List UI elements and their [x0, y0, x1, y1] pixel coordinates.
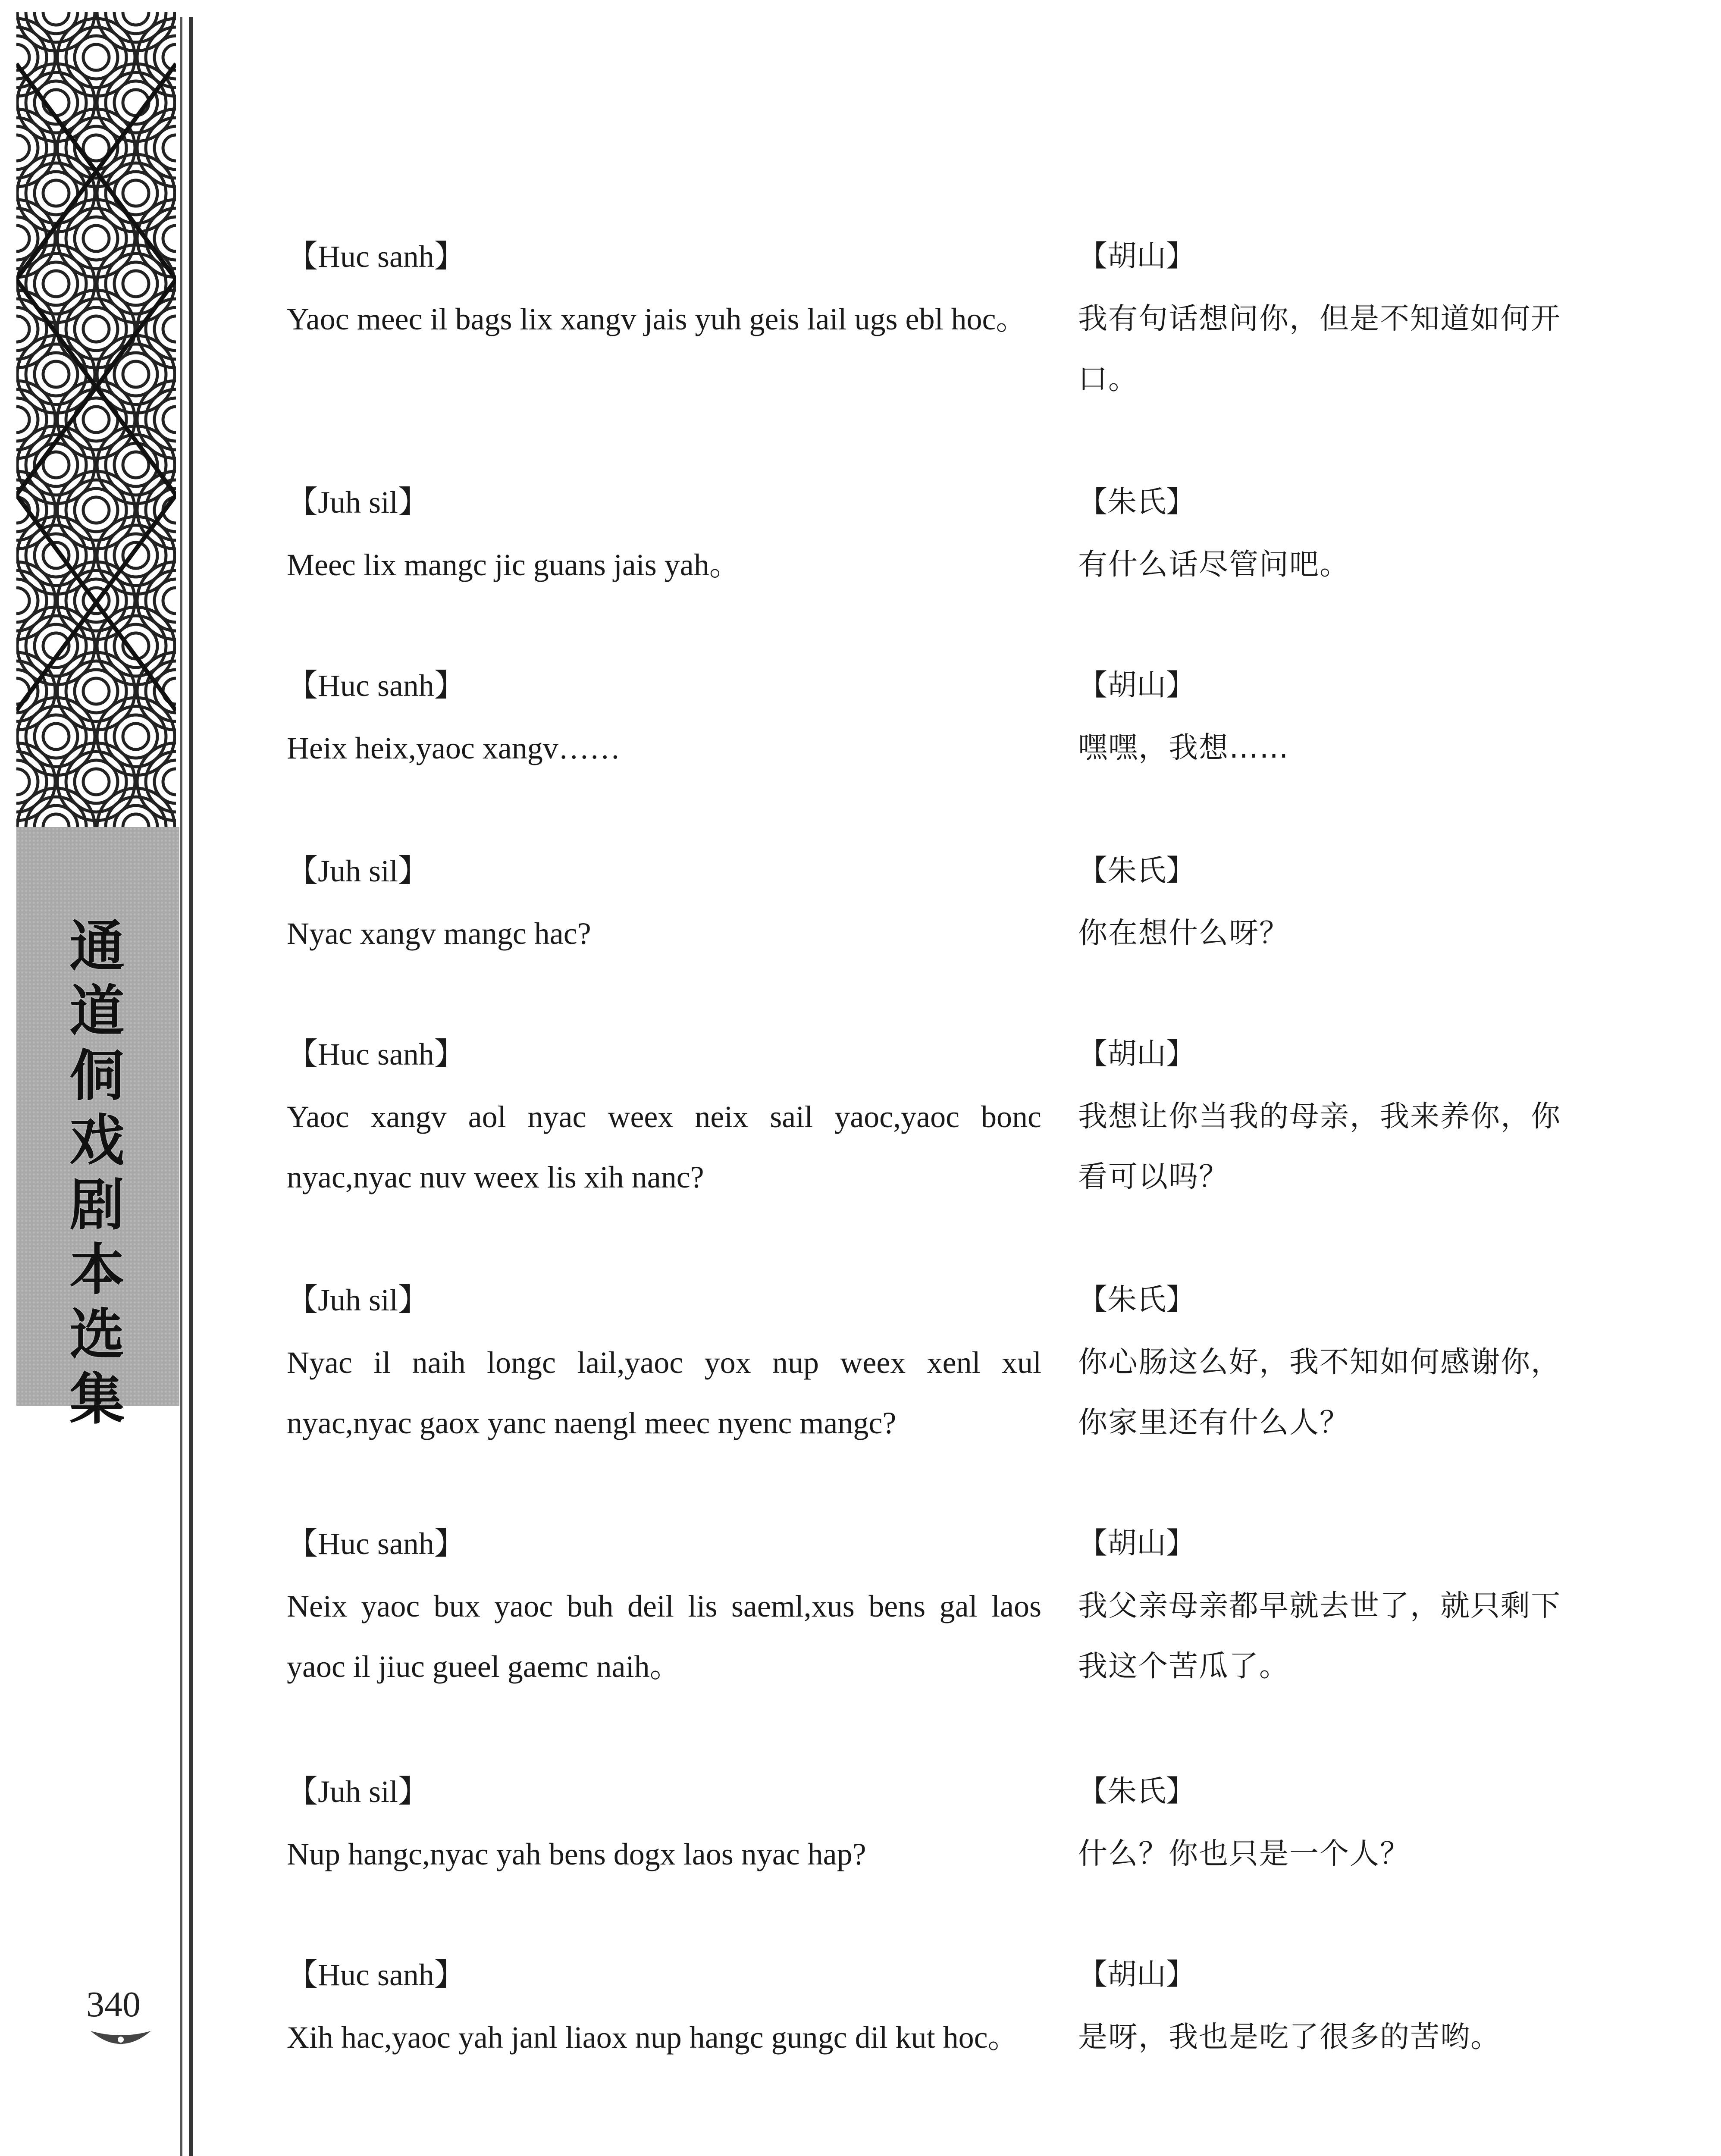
chinese-column: [1078, 1951, 1561, 2068]
dong-column: [287, 1520, 1041, 1697]
dong-column: [287, 233, 1041, 349]
dong-line: Neix yaoc bux yaoc buh deil lis saeml,xus bens gal laos yaoc il jiuc gueel gaemc naih。: [287, 1589, 1041, 1684]
chinese-speaker: 【朱氏】: [1078, 1774, 1196, 1808]
chinese-speaker: 【胡山】: [1078, 1526, 1196, 1561]
chinese-speaker: 【胡山】: [1078, 1958, 1196, 1992]
dong-speaker: 【Huc sanh】: [287, 239, 465, 274]
chinese-speaker: 【胡山】: [1078, 668, 1196, 702]
chinese-column: [1078, 662, 1561, 778]
dong-line: Yaoc xangv aol nyac weex neix sail yaoc,yaoc bonc nyac,nyac nuv weex lis xih nanc?: [287, 1100, 1041, 1194]
chinese-speaker: 【朱氏】: [1078, 1283, 1196, 1317]
dong-speaker: 【Huc sanh】: [287, 1958, 465, 1992]
dong-column: [287, 1768, 1041, 1884]
chinese-line: 什么？你也只是一个人？: [1078, 1837, 1411, 1871]
chinese-speaker: 【朱氏】: [1078, 485, 1196, 519]
dialogue-entry: [0, 1951, 1721, 2156]
dong-speaker: 【Juh sil】: [287, 1283, 429, 1317]
dong-line: Xih hac,yaoc yah janl liaox nup hangc gungc dil kut hoc。: [287, 2020, 1019, 2055]
chinese-column: [1078, 1031, 1561, 1207]
chinese-column: [1078, 1768, 1561, 1884]
chinese-line: 是呀，我也是吃了很多的苦哟。: [1078, 2020, 1501, 2054]
chinese-line: 有什么话尽管问吧。: [1078, 548, 1350, 582]
chinese-column: [1078, 233, 1561, 410]
dong-line: Yaoc meec il bags lix xangv jais yuh geis lail ugs ebl hoc。: [287, 302, 1027, 336]
dong-speaker: 【Juh sil】: [287, 854, 429, 888]
dialogue-entry: [0, 1276, 1721, 1501]
dong-column: [287, 662, 1041, 778]
dong-column: [287, 1031, 1041, 1207]
chinese-column: [1078, 1520, 1561, 1697]
dong-column: [287, 847, 1041, 964]
chinese-line: 你心肠这么好，我不知如何感谢你，你家里还有什么人？: [1078, 1345, 1561, 1440]
chinese-speaker: 【胡山】: [1078, 1037, 1196, 1071]
chinese-column: [1078, 479, 1561, 595]
chinese-line: 我有句话想问你，但是不知道如何开口。: [1078, 302, 1561, 396]
dong-column: [287, 479, 1041, 595]
dong-column: [287, 1951, 1041, 2068]
chinese-speaker: 【朱氏】: [1078, 854, 1196, 888]
book-title: 通道侗戏剧本选集: [69, 914, 125, 1432]
dong-speaker: 【Juh sil】: [287, 485, 429, 520]
dong-speaker: 【Huc sanh】: [287, 1526, 465, 1561]
dialogue-entry: [0, 1520, 1721, 1744]
dong-line: Nyac xangv mangc hac?: [287, 916, 591, 951]
dialogue-entry: [0, 233, 1721, 457]
dong-speaker: 【Huc sanh】: [287, 1037, 465, 1072]
chinese-line: 我父亲母亲都早就去世了，就只剩下我这个苦瓜了。: [1078, 1589, 1561, 1683]
chinese-column: [1078, 1276, 1561, 1453]
dong-speaker: 【Huc sanh】: [287, 668, 465, 703]
chinese-column: [1078, 847, 1561, 964]
dong-column: [287, 1276, 1041, 1453]
dong-line: Meec lix mangc jic guans jais yah。: [287, 548, 740, 582]
chinese-line: 我想让你当我的母亲，我来养你，你看可以吗？: [1078, 1100, 1561, 1194]
dong-line: Nup hangc,nyac yah bens dogx laos nyac hap?: [287, 1837, 866, 1871]
dong-speaker: 【Juh sil】: [287, 1774, 429, 1809]
chinese-speaker: 【胡山】: [1078, 239, 1196, 273]
dong-line: Nyac il naih longc lail,yaoc yox nup weex xenl xul nyac,nyac gaox yanc naengl meec nyenc mangc?: [287, 1345, 1041, 1440]
dialogue-entry: [0, 1031, 1721, 1255]
dong-line: Heix heix,yaoc xangv……: [287, 731, 621, 765]
chinese-line: 嘿嘿，我想……: [1078, 731, 1290, 765]
chinese-line: 你在想什么呀？: [1078, 916, 1290, 950]
page-number: 340: [86, 1984, 141, 2024]
